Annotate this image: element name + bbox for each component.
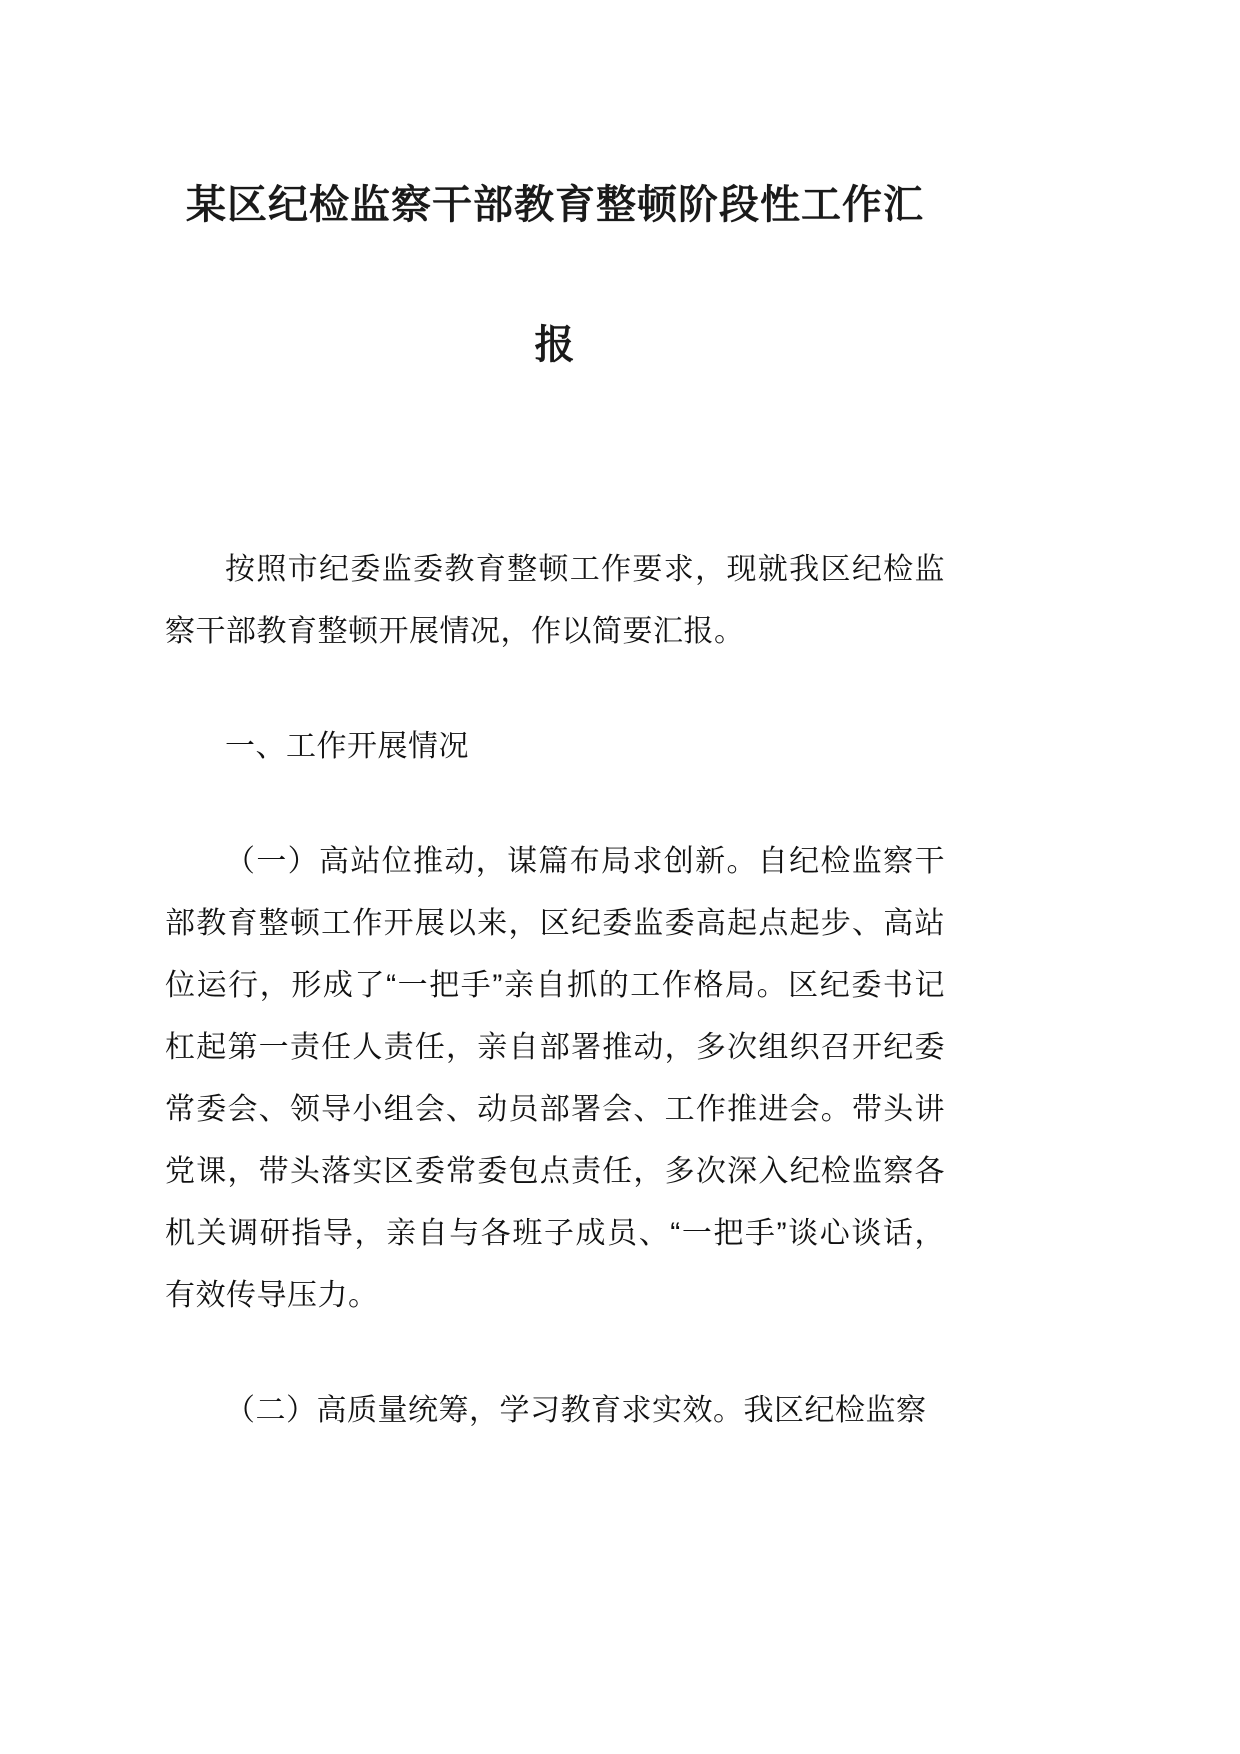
paragraph: （一）高站位推动，谋篇布局求创新。自纪检监察干部教育整顿工作开展以来，区纪委监委高起点起步、高站位运行，形成了“一把手”亲自抓的工作格局。区纪委书记杠起第一责任人责任，亲自部署推动，多次组织召开纪委常委会、领导小组会、动员部署会、工作推进会。带头讲党课，带头落实区委常委包点责任，多次深入纪检监察各机关调研指导，亲自与各班子成员、“一把手”谈心谈话，有效传导压力。 <box>165 845 945 1312</box>
document-title-line-1: 某区纪检监察干部教育整顿阶段性工作汇 <box>186 183 924 227</box>
paragraph: 按照市纪委监委教育整顿工作要求，现就我区纪检监察干部教育整顿开展情况，作以简要汇报。 <box>165 553 945 648</box>
document-title <box>165 135 945 415</box>
document-title-line-2: 报 <box>534 323 576 367</box>
document-body <box>165 539 945 1442</box>
paragraph: （二）高质量统筹，学习教育求实效。我区纪检监察 <box>225 1394 927 1427</box>
paragraph: 一、工作开展情况 <box>225 730 469 763</box>
